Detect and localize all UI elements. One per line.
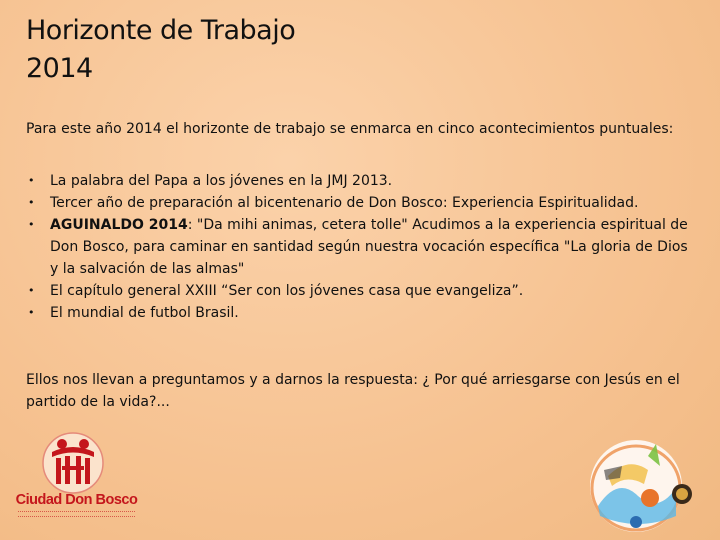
bullet-icon: • xyxy=(28,218,35,231)
title-line-2: 2014 xyxy=(26,53,93,84)
list-item xyxy=(26,214,698,280)
list-item-text: : "Da mihi animas, cetera tolle" Acudimos a la experiencia espiritual de Don Bosco, para caminar en santidad según nuestra vocación específica "La gloria de Dios y la salvación de las almas" xyxy=(50,217,688,277)
closing-paragraph: Ellos nos llevan a preguntamos y a darnos la respuesta: ¿ Por qué arriesgarse con Jesús en el partido de la vida?... xyxy=(26,372,680,410)
list-item xyxy=(26,192,698,214)
bullet-icon: • xyxy=(28,196,35,209)
articulo-jesus-badge-icon xyxy=(578,436,698,534)
list-item-bold: AGUINALDO 2014 xyxy=(50,217,188,233)
ciudad-don-bosco-emblem-icon xyxy=(40,430,106,496)
bullet-icon: • xyxy=(28,306,35,319)
page-title xyxy=(26,12,626,88)
list-item-text: La palabra del Papa a los jóvenes en la JMJ 2013. xyxy=(50,173,393,189)
ciudad-don-bosco-logo xyxy=(14,430,139,525)
logo-underline xyxy=(18,511,135,517)
list-item xyxy=(26,280,698,302)
intro-paragraph: Para este año 2014 el horizonte de trabajo se enmarca en cinco acontecimientos puntuales: xyxy=(26,121,674,137)
list-item-text: Tercer año de preparación al bicentenario de Don Bosco: Experiencia Espiritualidad. xyxy=(50,195,639,211)
list-item xyxy=(26,170,698,192)
bullet-icon: • xyxy=(28,174,35,187)
list-item-text: El capítulo general XXIII “Ser con los jóvenes casa que evangeliza”. xyxy=(50,283,524,299)
title-line-1: Horizonte de Trabajo xyxy=(26,15,296,46)
events-list xyxy=(26,170,698,324)
bullet-icon: • xyxy=(28,284,35,297)
list-item-text: El mundial de futbol Brasil. xyxy=(50,305,239,321)
ciudad-don-bosco-brand-text: Ciudad Don Bosco xyxy=(15,492,138,508)
list-item xyxy=(26,302,698,324)
